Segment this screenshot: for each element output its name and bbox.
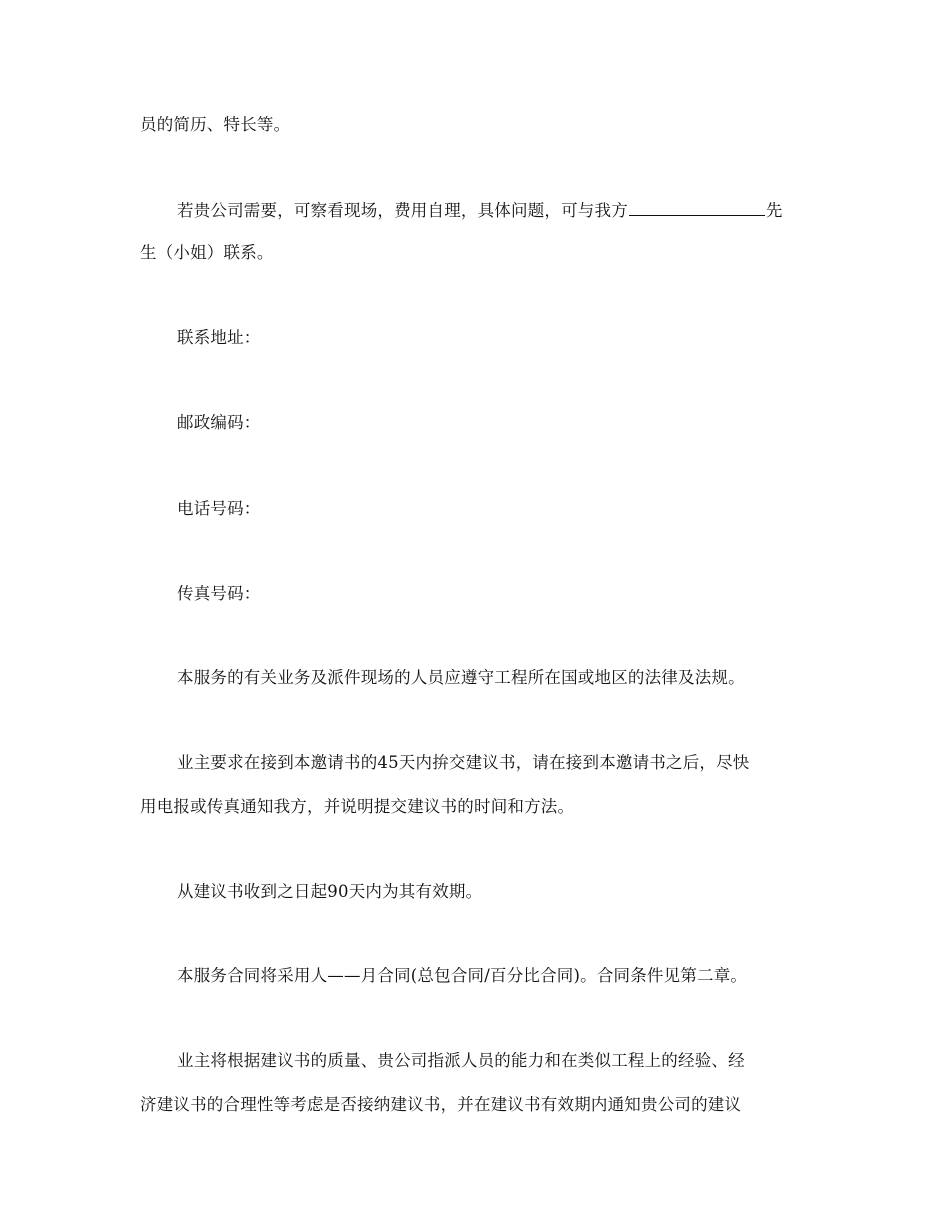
field-label-phone: 电话号码： [177,499,261,518]
field-label-address: 联系地址： [177,328,261,347]
text-segment: 先 [765,201,783,220]
text-line-contact-person [177,199,842,222]
text-line: 业主要求在接到本邀请书的45天内拚交建议书，请在接到本邀请书之后，尽快 [177,753,750,772]
text-line: 业主将根据建议书的质量、贵公司指派人员的能力和在类似工程上的经验、经 [177,1051,745,1070]
text-line: 济建议书的合理性等考虑是否接纳建议书，并在建议书有效期内通知贵公司的建议 [140,1095,742,1114]
text-line: 生（小姐）联系。 [140,243,274,262]
text-line: 员的简历、特长等。 [140,115,291,134]
field-label-postcode: 邮政编码： [177,413,261,432]
fill-in-blank [629,199,765,216]
field-label-fax: 传真号码： [177,584,261,603]
text-line: 用电报或传真通知我方，并说明提交建议书的时间和方法。 [140,797,575,816]
text-line: 从建议书收到之日起90天内为其有效期。 [177,882,483,901]
text-line: 本服务合同将采用人——月合同(总包合同/百分比合同)。合同条件见第二章。 [177,966,748,985]
text-segment: 若贵公司需要，可察看现场，费用自理，具体问题，可与我方 [177,201,628,220]
text-line: 本服务的有关业务及派件现场的人员应遵守工程所在国或地区的法律及法规。 [177,668,745,687]
